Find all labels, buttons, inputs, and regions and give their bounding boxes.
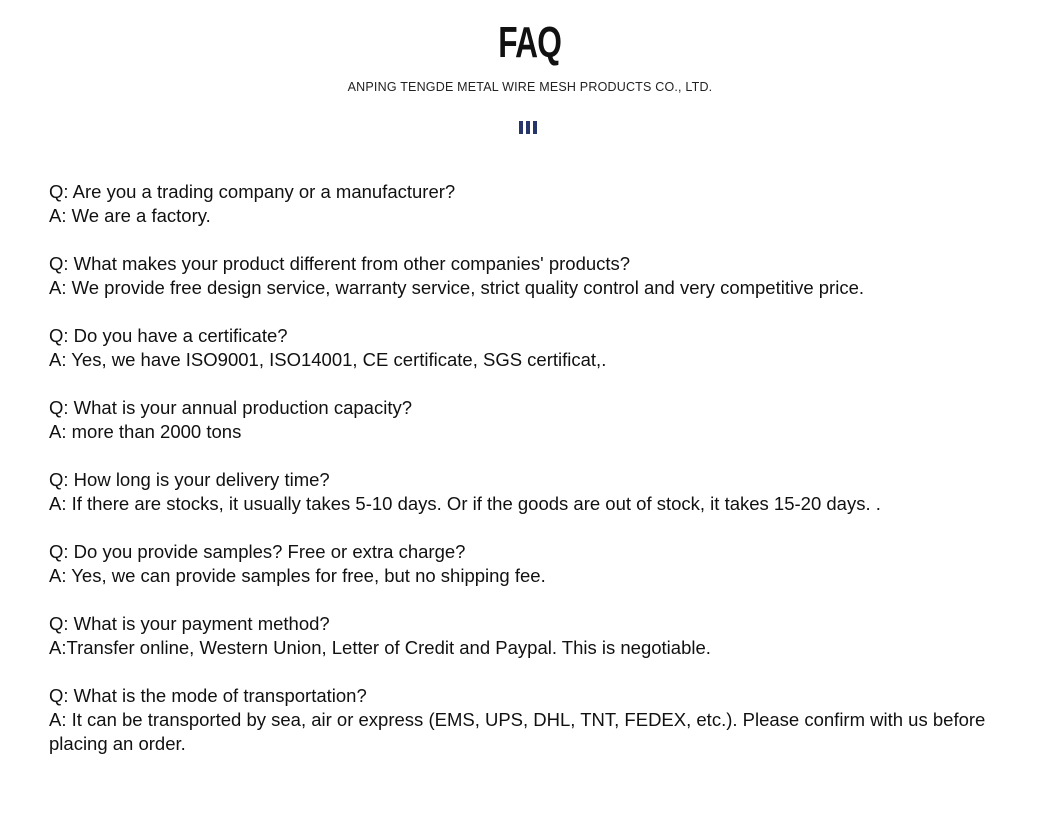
faq-question: Q: What makes your product different from other companies' products? [49, 253, 631, 274]
faq-question: Q: Are you a trading company or a manufacturer? [49, 181, 456, 202]
faq-item [49, 396, 1014, 444]
faq-list [49, 180, 1014, 780]
faq-item [49, 612, 1014, 660]
faq-question: Q: What is your annual production capacity? [49, 397, 412, 418]
faq-item [49, 324, 1014, 372]
faq-item [49, 540, 1014, 588]
faq-answer: A: We provide free design service, warranty service, strict quality control and very competitive price. [49, 277, 865, 298]
faq-item [49, 180, 1014, 228]
company-name: ANPING TENGDE METAL WIRE MESH PRODUCTS CO., LTD. [347, 80, 713, 94]
faq-answer: A: Yes, we have ISO9001, ISO14001, CE certificate, SGS certificat,. [49, 349, 607, 370]
faq-answer: A: more than 2000 tons [49, 421, 242, 442]
faq-answer: A:Transfer online, Western Union, Letter of Credit and Paypal. This is negotiable. [49, 637, 711, 658]
faq-answer: A: We are a factory. [49, 205, 211, 226]
faq-item [49, 468, 1014, 516]
faq-answer: A: Yes, we can provide samples for free, but no shipping fee. [49, 565, 546, 586]
faq-item [49, 684, 1014, 756]
faq-question: Q: Do you provide samples? Free or extra charge? [49, 541, 466, 562]
title-text: FAQ [498, 18, 562, 67]
divider-bars-icon [519, 121, 537, 134]
page-title [0, 18, 1060, 68]
faq-answer: A: It can be transported by sea, air or express (EMS, UPS, DHL, TNT, FEDEX, etc.). Please confirm with us before placing an order. [49, 709, 986, 754]
faq-question: Q: How long is your delivery time? [49, 469, 330, 490]
faq-question: Q: Do you have a certificate? [49, 325, 288, 346]
faq-question: Q: What is your payment method? [49, 613, 330, 634]
faq-question: Q: What is the mode of transportation? [49, 685, 367, 706]
faq-item [49, 252, 1014, 300]
faq-answer: A: If there are stocks, it usually takes 5-10 days. Or if the goods are out of stock, it takes 15-20 days. . [49, 493, 881, 514]
